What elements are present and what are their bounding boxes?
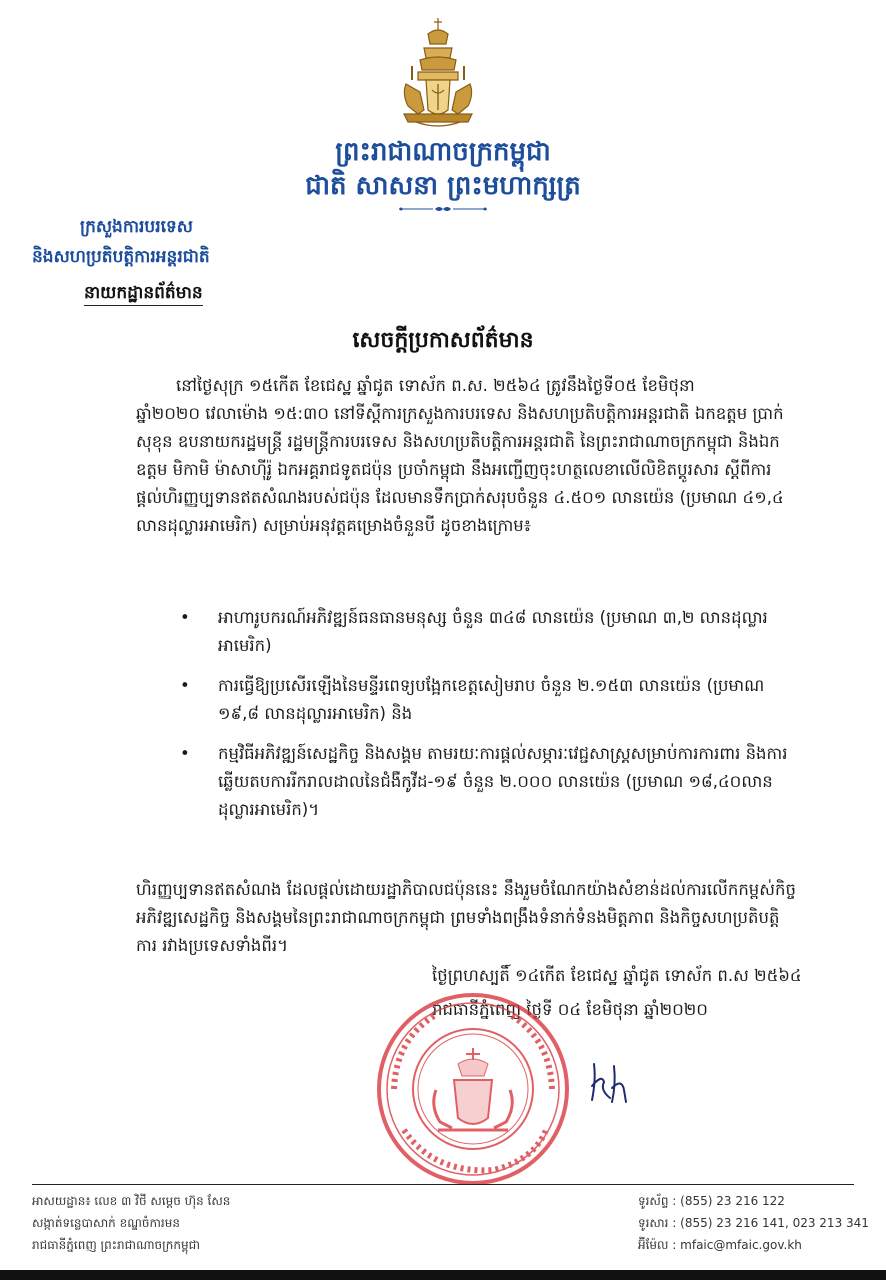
- lunar-date: ថ្ងៃព្រហស្បតិ៍ ១៤កើត ខែជេស្ឋ ឆ្នាំជូត ទោស័ក ព.ស ២៥៦៤: [432, 966, 802, 985]
- address-line1: លេខ ៣ វិថី សម្តេច ហ៊ុន សែន: [94, 1194, 231, 1208]
- kingdom-title: ព្រះរាជាណាចក្រកម្ពុជា: [335, 137, 551, 167]
- list-item: [180, 604, 800, 660]
- project-item-text: កម្មវិធីអភិវឌ្ឍន៍សេដ្ឋកិច្ច និងសង្គម តាមរយៈការផ្តល់សម្ភារៈវេជ្ជសាស្ត្រសម្រាប់ការការពារ និងការឆ្លើយតបការរីករាលដាលនៃជំងឺកូវីដ-១៩ ចំនួន ២.០០០ លានយ៉េន (ប្រមាណ ១៨,៤០លានដុល្លារអាមេរិក)។: [218, 744, 788, 819]
- project-item-text: ការធ្វើឱ្យប្រសើរឡើងនៃមន្ទីរពេទ្យបង្អែកខេត្តសៀមរាប ចំនួន ២.១៥៣ លានយ៉េន (ប្រមាណ ១៩,៨ លានដុល្លារអាមេរិក) និង: [218, 676, 765, 723]
- fax-value: (855) 23 216 141, 023 213 341: [680, 1216, 869, 1230]
- document-title: សេចក្តីប្រកាសព័ត៌មាន: [352, 328, 534, 353]
- phone-label: ទូរស័ព្ទ :: [638, 1194, 677, 1208]
- bullet-icon: •: [180, 744, 190, 763]
- bullet-icon: •: [180, 608, 190, 627]
- ministry-name-line1: ក្រសួងការបរទេស: [80, 217, 193, 237]
- address-label: អាសយដ្ឋាន៖: [32, 1194, 91, 1208]
- email-row: [638, 1234, 869, 1256]
- email-label: អ៊ីម៉ែល :: [638, 1238, 677, 1252]
- address-row: [32, 1190, 230, 1212]
- bottom-border: [0, 1270, 886, 1280]
- divider-ornament-icon: [395, 204, 491, 214]
- paragraph-1-first-line: នៅថ្ងៃសុក្រ ១៥កើត ខែជេស្ឋ ឆ្នាំជូត ទោស័ក ព.ស. ២៥៦៤ ត្រូវនឹងថ្ងៃទី០៥ ខែមិថុនា: [176, 376, 695, 395]
- paragraph-1-body: ឆ្នាំ២០២០ វេលាម៉ោង ១៥:៣០ នៅទីស្តីការក្រសួងការបរទេស និងសហប្រតិបត្តិការអន្តរជាតិ ឯកឧត្តម ប្រាក់ សុខុន ឧបនាយករដ្ឋមន្ត្រី រដ្ឋមន្ត្រីការបរទេស និងសហប្រតិបត្តិការអន្តរជាតិ នៃព្រះរាជាណាចក្រកម្ពុជា និងឯកឧត្តម មិកាមិ ម៉ាសាហ៊ីរ៉ូ ឯកអគ្គរាជទូតជប៉ុន ប្រចាំកម្ពុជា នឹងអញ្ជើញចុះហត្ថលេខាលើលិខិតប្តូរសារ ស្តីពីការផ្តល់ហិរញ្ញប្បទានឥតសំណងរបស់ជប៉ុន ដែលមានទឹកប្រាក់សរុបចំនួន ៤.៥០១ លានយ៉េន (ប្រមាណ ៤១,៤ លានដុល្លារអាមេរិក) សម្រាប់អនុវត្តគម្រោងចំនួនបី ដូចខាងក្រោម៖: [136, 404, 784, 535]
- phone-row: [638, 1190, 869, 1212]
- footer-address: [32, 1190, 230, 1256]
- signature-icon: [586, 1060, 636, 1106]
- department-name: នាយកដ្ឋានព័ត៌មាន: [84, 282, 203, 306]
- royal-coat-of-arms-icon: [398, 14, 478, 132]
- footer-divider: [32, 1184, 854, 1185]
- phone-value: (855) 23 216 122: [680, 1194, 785, 1208]
- project-list: [180, 604, 800, 836]
- footer-contacts: [638, 1190, 869, 1256]
- official-red-seal-icon: [374, 990, 572, 1188]
- project-item-text: អាហារូបករណ៍អភិវឌ្ឍន៍ធនធានមនុស្ស ចំនួន ៣៤៨ លានយ៉េន (ប្រមាណ ៣,២ លានដុល្លារអាមេរិក): [218, 608, 768, 655]
- list-item: [180, 740, 800, 824]
- ministry-name-line2: និងសហប្រតិបត្តិការអន្តរជាតិ: [32, 247, 210, 267]
- fax-row: [638, 1212, 869, 1234]
- paragraph-2: ហិរញ្ញប្បទានឥតសំណង ដែលផ្តល់ដោយរដ្ឋាភិបាលជប៉ុននេះ នឹងរួមចំណែកយ៉ាងសំខាន់ដល់ការលើកកម្ពស់កិច្ចអភិវឌ្ឍសេដ្ឋកិច្ច និងសង្គមនៃព្រះរាជាណាចក្រកម្ពុជា ព្រមទាំងពង្រឹងទំនាក់ទំនងមិត្តភាព និងកិច្ចសហប្រតិបត្តិការ រវាងប្រទេសទាំងពីរ។: [136, 880, 796, 955]
- address-line2: សង្កាត់ទន្លេបាសាក់ ខណ្ឌចំការមន: [32, 1216, 180, 1230]
- address-line3: រាជធានីភ្នំពេញ ព្រះរាជាណាចក្រកម្ពុជា: [32, 1238, 200, 1252]
- list-item: [180, 672, 800, 728]
- bullet-icon: •: [180, 676, 190, 695]
- national-motto: ជាតិ សាសនា ព្រះមហាក្សត្រ: [305, 171, 581, 201]
- email-link[interactable]: mfaic@mfaic.gov.kh: [680, 1238, 802, 1252]
- place-and-date: រាជធានីភ្នំពេញ ថ្ងៃទី ០៤ ខែមិថុនា ឆ្នាំ២០២០: [432, 1000, 708, 1019]
- fax-label: ទូរសារ :: [638, 1216, 677, 1230]
